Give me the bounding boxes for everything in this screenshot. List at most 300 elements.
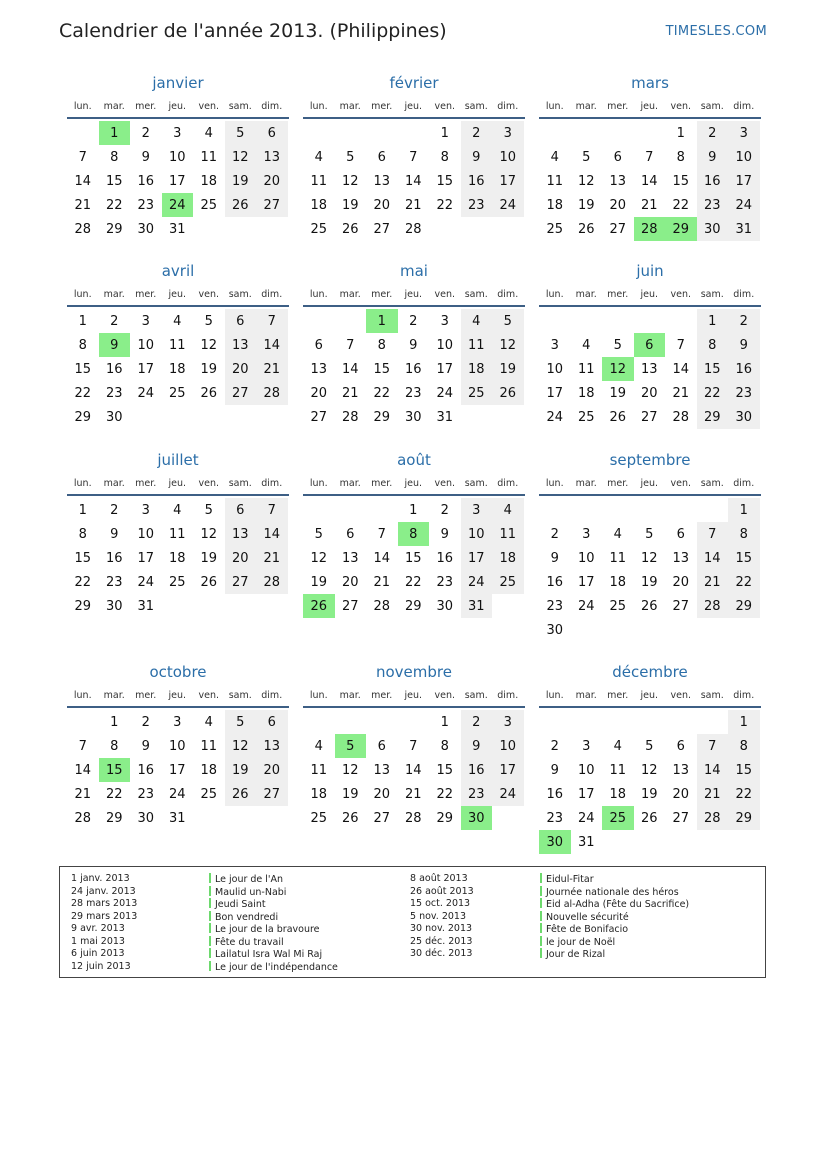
day-cell[interactable]: 20	[672, 574, 690, 590]
day-cell[interactable]: 5	[645, 738, 654, 754]
day-cell[interactable]: 3	[550, 337, 559, 353]
holiday-day-cell[interactable]: 1	[99, 121, 131, 145]
day-cell[interactable]: 23	[728, 381, 760, 405]
holiday-day-cell[interactable]: 5	[335, 734, 367, 758]
day-cell[interactable]: 23	[461, 782, 493, 806]
day-cell[interactable]: 24	[137, 385, 155, 401]
day-cell[interactable]: 9	[550, 762, 559, 778]
day-cell[interactable]: 17	[577, 786, 595, 802]
day-cell[interactable]: 17	[492, 169, 524, 193]
day-cell[interactable]: 6	[377, 738, 386, 754]
day-cell[interactable]: 29	[697, 405, 729, 429]
day-cell[interactable]: 27	[373, 810, 391, 826]
day-cell[interactable]: 28	[697, 594, 729, 618]
day-cell[interactable]: 28	[256, 570, 288, 594]
day-cell[interactable]: 30	[105, 409, 123, 425]
day-cell[interactable]: 26	[640, 810, 658, 826]
day-cell[interactable]: 31	[728, 217, 760, 241]
day-cell[interactable]: 1	[440, 714, 449, 730]
day-cell[interactable]: 4	[613, 526, 622, 542]
day-cell[interactable]: 7	[256, 309, 288, 333]
day-cell[interactable]: 10	[492, 734, 524, 758]
day-cell[interactable]: 21	[697, 782, 729, 806]
day-cell[interactable]: 30	[728, 405, 760, 429]
day-cell[interactable]: 28	[341, 409, 359, 425]
day-cell[interactable]: 29	[373, 409, 391, 425]
day-cell[interactable]: 12	[225, 734, 257, 758]
day-cell[interactable]: 14	[256, 333, 288, 357]
day-cell[interactable]: 10	[168, 149, 186, 165]
day-cell[interactable]: 22	[436, 197, 454, 213]
day-cell[interactable]: 26	[341, 221, 359, 237]
day-cell[interactable]: 31	[461, 594, 493, 618]
day-cell[interactable]: 18	[200, 762, 218, 778]
day-cell[interactable]: 8	[78, 526, 87, 542]
day-cell[interactable]: 23	[461, 193, 493, 217]
day-cell[interactable]: 4	[204, 714, 213, 730]
day-cell[interactable]: 24	[577, 810, 595, 826]
day-cell[interactable]: 5	[346, 149, 355, 165]
day-cell[interactable]: 27	[256, 193, 288, 217]
day-cell[interactable]: 10	[461, 522, 493, 546]
day-cell[interactable]: 27	[640, 409, 658, 425]
day-cell[interactable]: 12	[200, 337, 218, 353]
day-cell[interactable]: 9	[409, 337, 418, 353]
day-cell[interactable]: 26	[609, 409, 627, 425]
day-cell[interactable]: 18	[492, 546, 524, 570]
day-cell[interactable]: 3	[582, 526, 591, 542]
day-cell[interactable]: 1	[697, 309, 729, 333]
day-cell[interactable]: 11	[546, 173, 564, 189]
day-cell[interactable]: 8	[728, 734, 760, 758]
day-cell[interactable]: 22	[404, 574, 422, 590]
day-cell[interactable]: 19	[200, 361, 218, 377]
day-cell[interactable]: 26	[341, 810, 359, 826]
day-cell[interactable]: 4	[173, 502, 182, 518]
day-cell[interactable]: 20	[373, 786, 391, 802]
day-cell[interactable]: 5	[225, 121, 257, 145]
day-cell[interactable]: 15	[404, 550, 422, 566]
day-cell[interactable]: 2	[697, 121, 729, 145]
day-cell[interactable]: 8	[676, 149, 685, 165]
day-cell[interactable]: 22	[105, 786, 123, 802]
day-cell[interactable]: 28	[256, 381, 288, 405]
day-cell[interactable]: 10	[577, 550, 595, 566]
day-cell[interactable]: 17	[436, 361, 454, 377]
day-cell[interactable]: 7	[697, 522, 729, 546]
day-cell[interactable]: 8	[377, 337, 386, 353]
day-cell[interactable]: 5	[645, 526, 654, 542]
day-cell[interactable]: 14	[74, 762, 92, 778]
day-cell[interactable]: 1	[110, 714, 119, 730]
day-cell[interactable]: 1	[440, 125, 449, 141]
day-cell[interactable]: 23	[546, 810, 564, 826]
day-cell[interactable]: 23	[137, 197, 155, 213]
holiday-day-cell[interactable]: 15	[99, 758, 131, 782]
day-cell[interactable]: 29	[436, 810, 454, 826]
day-cell[interactable]: 20	[640, 385, 658, 401]
day-cell[interactable]: 20	[341, 574, 359, 590]
day-cell[interactable]: 30	[436, 598, 454, 614]
day-cell[interactable]: 25	[609, 598, 627, 614]
day-cell[interactable]: 12	[341, 173, 359, 189]
holiday-day-cell[interactable]: 28	[634, 217, 666, 241]
day-cell[interactable]: 10	[168, 738, 186, 754]
day-cell[interactable]: 25	[461, 381, 493, 405]
day-cell[interactable]: 22	[105, 197, 123, 213]
day-cell[interactable]: 25	[168, 385, 186, 401]
day-cell[interactable]: 25	[546, 221, 564, 237]
day-cell[interactable]: 2	[110, 502, 119, 518]
day-cell[interactable]: 20	[609, 197, 627, 213]
day-cell[interactable]: 18	[609, 574, 627, 590]
day-cell[interactable]: 7	[346, 337, 355, 353]
day-cell[interactable]: 29	[728, 806, 760, 830]
day-cell[interactable]: 8	[728, 522, 760, 546]
day-cell[interactable]: 24	[492, 782, 524, 806]
day-cell[interactable]: 5	[204, 313, 213, 329]
day-cell[interactable]: 22	[672, 197, 690, 213]
day-cell[interactable]: 6	[256, 121, 288, 145]
day-cell[interactable]: 20	[225, 546, 257, 570]
day-cell[interactable]: 2	[141, 714, 150, 730]
day-cell[interactable]: 12	[640, 762, 658, 778]
day-cell[interactable]: 16	[404, 361, 422, 377]
day-cell[interactable]: 15	[74, 550, 92, 566]
day-cell[interactable]: 10	[137, 337, 155, 353]
day-cell[interactable]: 28	[672, 409, 690, 425]
day-cell[interactable]: 9	[550, 550, 559, 566]
day-cell[interactable]: 8	[110, 149, 119, 165]
day-cell[interactable]: 28	[74, 221, 92, 237]
day-cell[interactable]: 25	[200, 197, 218, 213]
day-cell[interactable]: 18	[168, 361, 186, 377]
day-cell[interactable]: 29	[74, 409, 92, 425]
day-cell[interactable]: 7	[409, 149, 418, 165]
day-cell[interactable]: 28	[697, 806, 729, 830]
day-cell[interactable]: 30	[105, 598, 123, 614]
day-cell[interactable]: 11	[577, 361, 595, 377]
day-cell[interactable]: 11	[310, 173, 328, 189]
brand-logo[interactable]: TIMESLES.COM	[665, 24, 767, 39]
day-cell[interactable]: 9	[697, 145, 729, 169]
holiday-day-cell[interactable]: 6	[634, 333, 666, 357]
day-cell[interactable]: 31	[436, 409, 454, 425]
day-cell[interactable]: 16	[137, 173, 155, 189]
day-cell[interactable]: 5	[314, 526, 323, 542]
day-cell[interactable]: 30	[137, 810, 155, 826]
day-cell[interactable]: 12	[577, 173, 595, 189]
day-cell[interactable]: 23	[105, 574, 123, 590]
day-cell[interactable]: 19	[200, 550, 218, 566]
day-cell[interactable]: 25	[492, 570, 524, 594]
day-cell[interactable]: 19	[492, 357, 524, 381]
day-cell[interactable]: 1	[676, 125, 685, 141]
day-cell[interactable]: 10	[492, 145, 524, 169]
day-cell[interactable]: 16	[137, 762, 155, 778]
day-cell[interactable]: 26	[200, 574, 218, 590]
day-cell[interactable]: 2	[550, 526, 559, 542]
day-cell[interactable]: 19	[640, 786, 658, 802]
day-cell[interactable]: 6	[225, 498, 257, 522]
day-cell[interactable]: 5	[613, 337, 622, 353]
day-cell[interactable]: 21	[256, 546, 288, 570]
day-cell[interactable]: 13	[373, 762, 391, 778]
day-cell[interactable]: 15	[436, 173, 454, 189]
day-cell[interactable]: 3	[461, 498, 493, 522]
day-cell[interactable]: 19	[341, 786, 359, 802]
day-cell[interactable]: 4	[314, 149, 323, 165]
day-cell[interactable]: 21	[404, 197, 422, 213]
day-cell[interactable]: 11	[461, 333, 493, 357]
day-cell[interactable]: 4	[461, 309, 493, 333]
day-cell[interactable]: 13	[640, 361, 658, 377]
day-cell[interactable]: 19	[310, 574, 328, 590]
day-cell[interactable]: 30	[137, 221, 155, 237]
day-cell[interactable]: 27	[672, 598, 690, 614]
day-cell[interactable]: 6	[377, 149, 386, 165]
day-cell[interactable]: 7	[78, 149, 87, 165]
day-cell[interactable]: 29	[74, 598, 92, 614]
day-cell[interactable]: 4	[314, 738, 323, 754]
day-cell[interactable]: 18	[200, 173, 218, 189]
day-cell[interactable]: 15	[728, 758, 760, 782]
day-cell[interactable]: 24	[546, 409, 564, 425]
day-cell[interactable]: 23	[436, 574, 454, 590]
day-cell[interactable]: 1	[409, 502, 418, 518]
day-cell[interactable]: 27	[225, 381, 257, 405]
day-cell[interactable]: 29	[728, 594, 760, 618]
day-cell[interactable]: 25	[168, 574, 186, 590]
day-cell[interactable]: 22	[373, 385, 391, 401]
day-cell[interactable]: 13	[609, 173, 627, 189]
day-cell[interactable]: 3	[582, 738, 591, 754]
day-cell[interactable]: 28	[373, 598, 391, 614]
day-cell[interactable]: 27	[310, 409, 328, 425]
day-cell[interactable]: 24	[728, 193, 760, 217]
day-cell[interactable]: 13	[225, 333, 257, 357]
day-cell[interactable]: 7	[697, 734, 729, 758]
day-cell[interactable]: 22	[74, 574, 92, 590]
day-cell[interactable]: 27	[256, 782, 288, 806]
day-cell[interactable]: 22	[74, 385, 92, 401]
day-cell[interactable]: 5	[225, 710, 257, 734]
day-cell[interactable]: 15	[105, 173, 123, 189]
day-cell[interactable]: 12	[310, 550, 328, 566]
day-cell[interactable]: 11	[200, 149, 218, 165]
day-cell[interactable]: 21	[697, 570, 729, 594]
day-cell[interactable]: 13	[672, 762, 690, 778]
day-cell[interactable]: 3	[173, 714, 182, 730]
day-cell[interactable]: 31	[168, 810, 186, 826]
day-cell[interactable]: 9	[141, 149, 150, 165]
day-cell[interactable]: 14	[672, 361, 690, 377]
day-cell[interactable]: 24	[168, 786, 186, 802]
day-cell[interactable]: 4	[550, 149, 559, 165]
day-cell[interactable]: 24	[436, 385, 454, 401]
day-cell[interactable]: 13	[225, 522, 257, 546]
day-cell[interactable]: 14	[697, 758, 729, 782]
day-cell[interactable]: 26	[577, 221, 595, 237]
day-cell[interactable]: 21	[74, 197, 92, 213]
day-cell[interactable]: 6	[676, 526, 685, 542]
day-cell[interactable]: 14	[74, 173, 92, 189]
day-cell[interactable]: 15	[373, 361, 391, 377]
day-cell[interactable]: 8	[697, 333, 729, 357]
day-cell[interactable]: 27	[341, 598, 359, 614]
day-cell[interactable]: 13	[672, 550, 690, 566]
day-cell[interactable]: 7	[676, 337, 685, 353]
day-cell[interactable]: 27	[672, 810, 690, 826]
day-cell[interactable]: 1	[728, 498, 760, 522]
day-cell[interactable]: 16	[461, 169, 493, 193]
day-cell[interactable]: 15	[672, 173, 690, 189]
day-cell[interactable]: 26	[640, 598, 658, 614]
day-cell[interactable]: 25	[200, 786, 218, 802]
day-cell[interactable]: 16	[105, 550, 123, 566]
day-cell[interactable]: 30	[404, 409, 422, 425]
day-cell[interactable]: 18	[546, 197, 564, 213]
day-cell[interactable]: 31	[137, 598, 155, 614]
day-cell[interactable]: 21	[341, 385, 359, 401]
day-cell[interactable]: 17	[168, 173, 186, 189]
day-cell[interactable]: 24	[577, 598, 595, 614]
day-cell[interactable]: 16	[697, 169, 729, 193]
day-cell[interactable]: 7	[377, 526, 386, 542]
day-cell[interactable]: 8	[440, 738, 449, 754]
day-cell[interactable]: 13	[341, 550, 359, 566]
day-cell[interactable]: 30	[697, 217, 729, 241]
day-cell[interactable]: 13	[310, 361, 328, 377]
day-cell[interactable]: 9	[728, 333, 760, 357]
day-cell[interactable]: 11	[310, 762, 328, 778]
day-cell[interactable]: 19	[577, 197, 595, 213]
day-cell[interactable]: 12	[341, 762, 359, 778]
day-cell[interactable]: 4	[173, 313, 182, 329]
day-cell[interactable]: 7	[645, 149, 654, 165]
day-cell[interactable]: 13	[256, 734, 288, 758]
day-cell[interactable]: 4	[492, 498, 524, 522]
day-cell[interactable]: 16	[105, 361, 123, 377]
day-cell[interactable]: 19	[341, 197, 359, 213]
day-cell[interactable]: 25	[577, 409, 595, 425]
day-cell[interactable]: 26	[225, 193, 257, 217]
holiday-day-cell[interactable]: 25	[602, 806, 634, 830]
day-cell[interactable]: 20	[672, 786, 690, 802]
day-cell[interactable]: 4	[613, 738, 622, 754]
day-cell[interactable]: 12	[225, 145, 257, 169]
day-cell[interactable]: 11	[492, 522, 524, 546]
day-cell[interactable]: 26	[492, 381, 524, 405]
day-cell[interactable]: 18	[310, 786, 328, 802]
day-cell[interactable]: 19	[640, 574, 658, 590]
day-cell[interactable]: 3	[440, 313, 449, 329]
day-cell[interactable]: 28	[404, 221, 422, 237]
day-cell[interactable]: 14	[697, 546, 729, 570]
day-cell[interactable]: 28	[404, 810, 422, 826]
day-cell[interactable]: 10	[577, 762, 595, 778]
day-cell[interactable]: 2	[440, 502, 449, 518]
day-cell[interactable]: 7	[409, 738, 418, 754]
day-cell[interactable]: 23	[697, 193, 729, 217]
day-cell[interactable]: 24	[137, 574, 155, 590]
day-cell[interactable]: 2	[461, 121, 493, 145]
day-cell[interactable]: 13	[373, 173, 391, 189]
day-cell[interactable]: 21	[373, 574, 391, 590]
day-cell[interactable]: 26	[200, 385, 218, 401]
day-cell[interactable]: 18	[577, 385, 595, 401]
day-cell[interactable]: 14	[373, 550, 391, 566]
day-cell[interactable]: 14	[640, 173, 658, 189]
day-cell[interactable]: 11	[168, 526, 186, 542]
day-cell[interactable]: 27	[225, 570, 257, 594]
day-cell[interactable]: 21	[256, 357, 288, 381]
day-cell[interactable]: 23	[546, 598, 564, 614]
day-cell[interactable]: 11	[200, 738, 218, 754]
day-cell[interactable]: 22	[728, 570, 760, 594]
holiday-day-cell[interactable]: 8	[398, 522, 430, 546]
day-cell[interactable]: 3	[173, 125, 182, 141]
day-cell[interactable]: 18	[461, 357, 493, 381]
day-cell[interactable]: 10	[436, 337, 454, 353]
day-cell[interactable]: 23	[137, 786, 155, 802]
day-cell[interactable]: 29	[105, 221, 123, 237]
day-cell[interactable]: 25	[310, 221, 328, 237]
day-cell[interactable]: 4	[582, 337, 591, 353]
day-cell[interactable]: 12	[640, 550, 658, 566]
day-cell[interactable]: 2	[409, 313, 418, 329]
day-cell[interactable]: 12	[200, 526, 218, 542]
day-cell[interactable]: 9	[461, 145, 493, 169]
day-cell[interactable]: 15	[697, 357, 729, 381]
day-cell[interactable]: 2	[550, 738, 559, 754]
day-cell[interactable]: 17	[546, 385, 564, 401]
day-cell[interactable]: 3	[492, 121, 524, 145]
day-cell[interactable]: 17	[728, 169, 760, 193]
day-cell[interactable]: 28	[74, 810, 92, 826]
day-cell[interactable]: 16	[728, 357, 760, 381]
day-cell[interactable]: 10	[137, 526, 155, 542]
day-cell[interactable]: 1	[78, 313, 87, 329]
day-cell[interactable]: 1	[728, 710, 760, 734]
holiday-day-cell[interactable]: 29	[665, 217, 697, 241]
day-cell[interactable]: 6	[225, 309, 257, 333]
day-cell[interactable]: 29	[404, 598, 422, 614]
day-cell[interactable]: 11	[168, 337, 186, 353]
day-cell[interactable]: 8	[110, 738, 119, 754]
day-cell[interactable]: 21	[640, 197, 658, 213]
day-cell[interactable]: 27	[609, 221, 627, 237]
day-cell[interactable]: 23	[404, 385, 422, 401]
holiday-day-cell[interactable]: 30	[539, 830, 571, 854]
day-cell[interactable]: 6	[613, 149, 622, 165]
day-cell[interactable]: 27	[373, 221, 391, 237]
day-cell[interactable]: 9	[461, 734, 493, 758]
holiday-day-cell[interactable]: 12	[602, 357, 634, 381]
day-cell[interactable]: 22	[436, 786, 454, 802]
day-cell[interactable]: 9	[141, 738, 150, 754]
day-cell[interactable]: 2	[461, 710, 493, 734]
day-cell[interactable]: 31	[577, 834, 595, 850]
day-cell[interactable]: 7	[78, 738, 87, 754]
day-cell[interactable]: 16	[546, 574, 564, 590]
day-cell[interactable]: 3	[141, 502, 150, 518]
day-cell[interactable]: 6	[346, 526, 355, 542]
day-cell[interactable]: 15	[74, 361, 92, 377]
day-cell[interactable]: 2	[141, 125, 150, 141]
day-cell[interactable]: 9	[440, 526, 449, 542]
day-cell[interactable]: 31	[168, 221, 186, 237]
